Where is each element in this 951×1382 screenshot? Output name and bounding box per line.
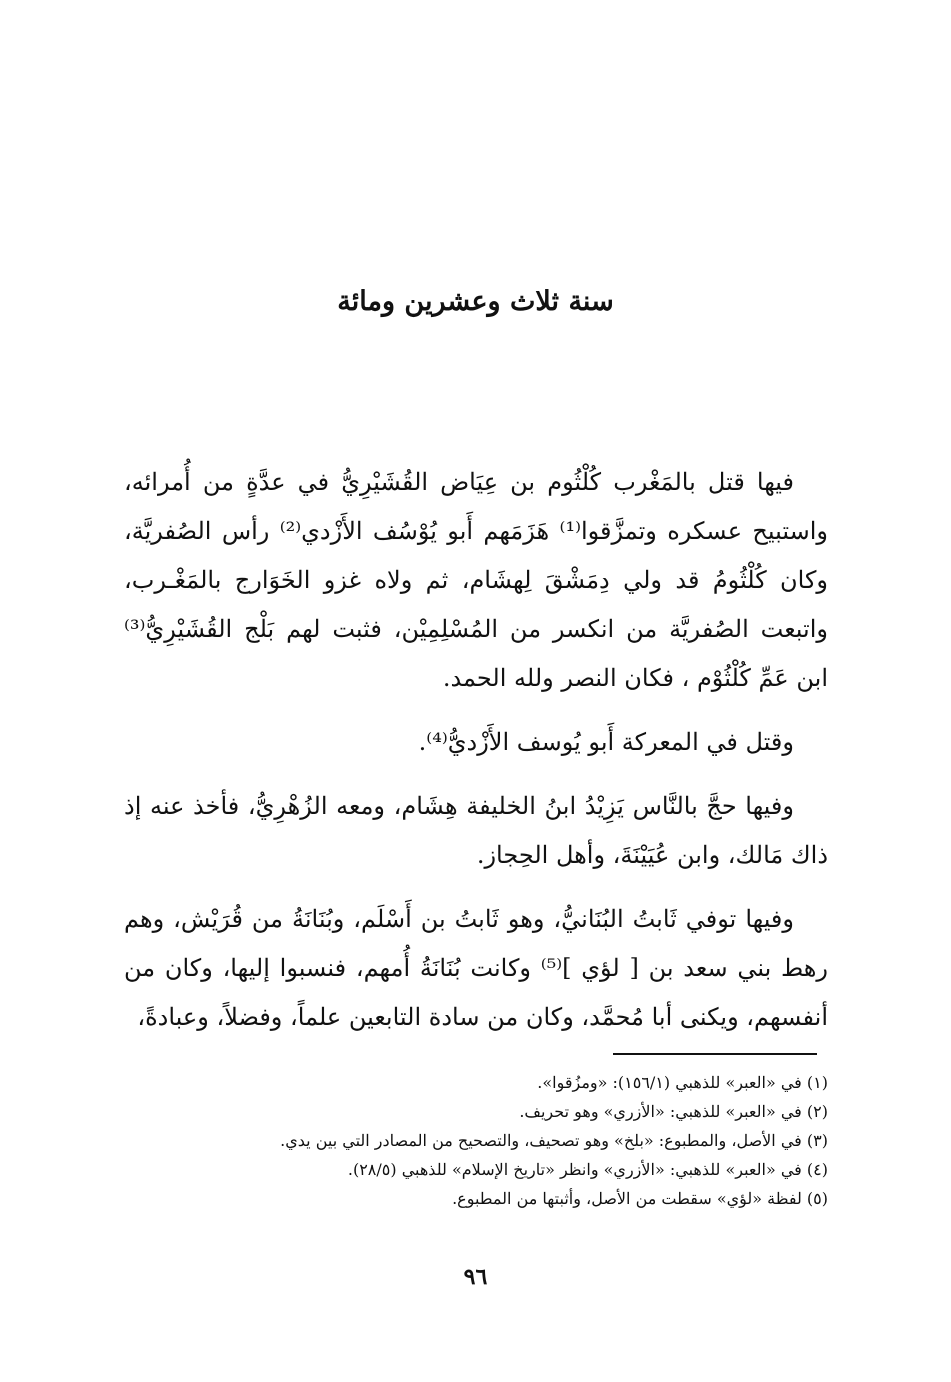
footnote-3: (٣) في الأصل، والمطبوع: «بلخ» وهو تصحيف، والتصحيح من المصادر التي بين يدي.	[280, 1131, 828, 1150]
page-number: ٩٦	[463, 1264, 488, 1290]
footnote-2: (٢) في «العبر» للذهبي: «الأزري» وهو تحريف.	[519, 1102, 828, 1121]
paragraph-kulthum: فيها قتل بالمَغْرب كُلْثُوم بن عِيَاض القُشَيْرِيُّ في عدَّةٍ من أُمرائه، واستبيح عسكره وتمزَّقوا⁽¹⁾ هَزَمَهم أَبو يُوْسُف الأَزْدي⁽²⁾ رأس الصُفريَّة، وكان كُلْثُومُ قد ولي دِمَشْقَ لِهشَام، ثم ولاه غزو الخَوَارج بالمَغْـرب، واتبعت الصُفريَّة من انكسر من المُسْلِمِيْن، فثبت لهم بَلْج القُشَيْرِيُّ⁽³⁾ ابن عَمِّ كُلْثُوْم ، فكان النصر ولله الحمد.	[124, 468, 828, 692]
main-text	[124, 458, 828, 1057]
footnote-4: (٤) في «العبر» للذهبي: «الأزري» وانظر «تاريخ الإسلام» للذهبي (٢٨/٥).	[347, 1160, 828, 1179]
footnote-5: (٥) لفظة «لؤي» سقطت من الأصل، وأثبتها من المطبوع.	[452, 1189, 828, 1208]
footnote-separator	[613, 1053, 817, 1055]
paragraph-thabit: وفيها توفي ثَابتُ البُنَانيُّ، وهو ثَابتُ بن أَسْلَم، وبُنَانَةُ من قُرَيْش، وهم رهط بني سعد بن [ لؤي ]⁽⁵⁾ وكانت بُنَانَةُ أُمهم، فنسبوا إليها، وكان من أنفسهم، ويكنى أبا مُحمَّد، وكان من سادة التابعين علماً، وفضلاً، وعبادةً،	[124, 905, 829, 1031]
footnote-1: (١) في «العبر» للذهبي (١٥٦/١): «ومزُقوا».	[537, 1073, 828, 1092]
paragraph-hajj: وفيها حجَّ بالنَّاس يَزِيْدُ ابنُ الخليفة هِشَام، ومعه الزُهْرِيُّ، فأخذ عنه إذ ذاك مَالك، وابن عُيَيْنَةَ، وأهل الحِجاز.	[124, 792, 828, 869]
chapter-title: سنة ثلاث وعشرين ومائة	[337, 286, 614, 317]
footnotes-list	[124, 1068, 828, 1213]
paragraph-abu-yusuf: وقتل في المعركة أَبو يُوسف الأَزْديُّ⁽⁴⁾.	[418, 728, 794, 756]
